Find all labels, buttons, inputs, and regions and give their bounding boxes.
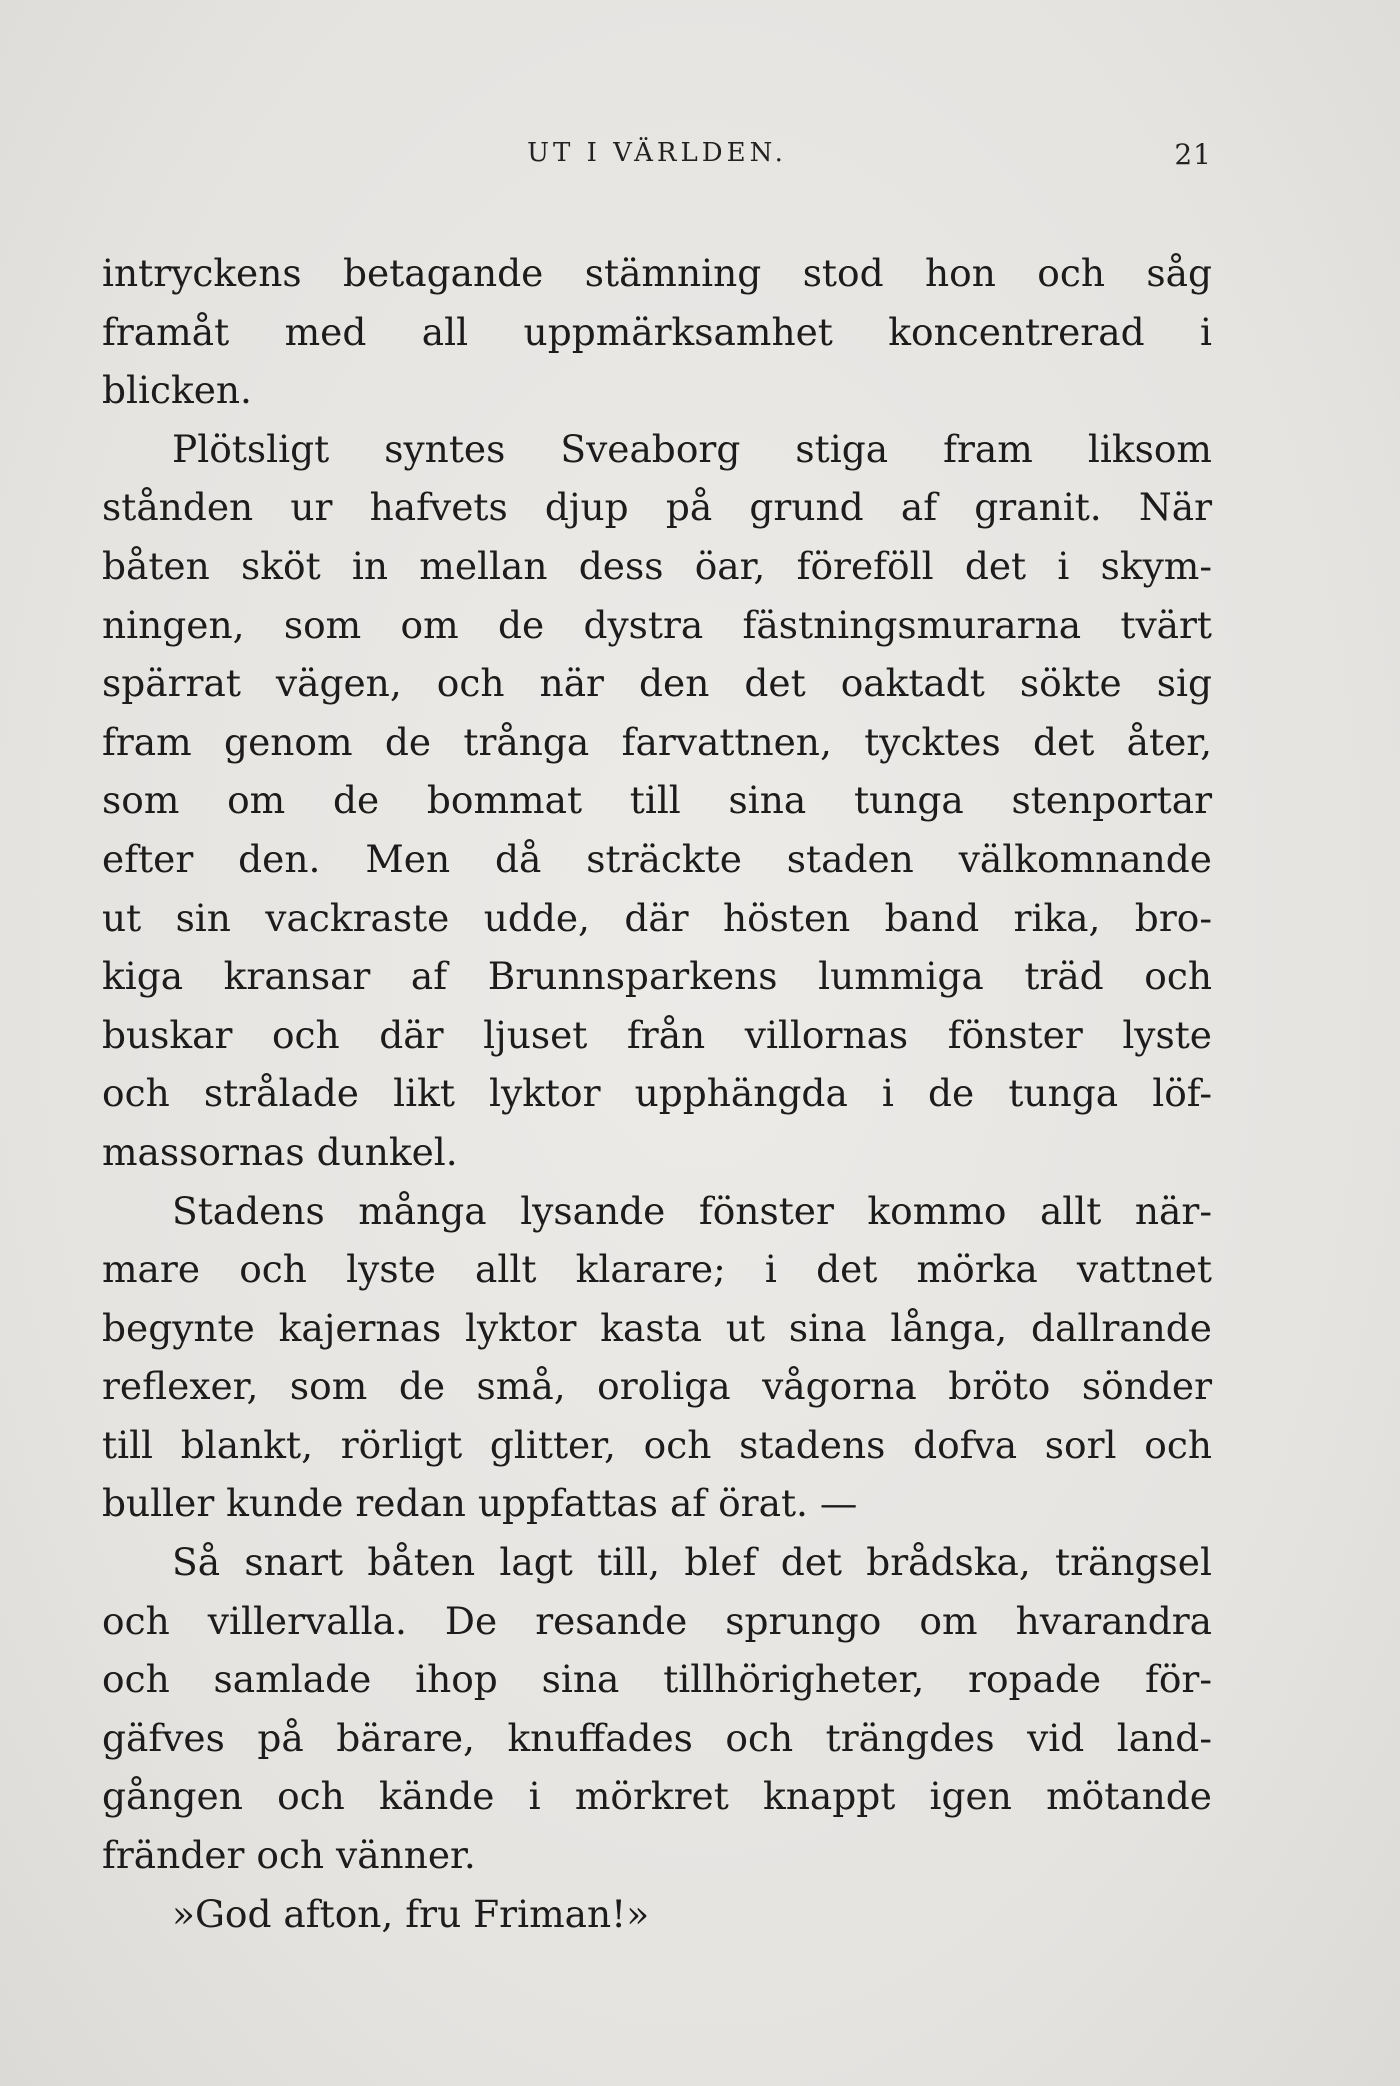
text-line: begynte kajernas lyktor kasta ut sina långa, dallrande [102, 1305, 1212, 1350]
running-head [102, 138, 1212, 178]
text-line: buller kunde redan uppfattas af örat. — [102, 1481, 858, 1526]
text-line: till blankt, rörligt glitter, och stadens dofva sorl och [102, 1422, 1212, 1467]
text-line: gången och kände i mörkret knappt igen mötande [102, 1774, 1212, 1819]
text-line: och samlade ihop sina tillhörigheter, ropade för- [102, 1657, 1212, 1702]
text-line: mare och lyste allt klarare; i det mörka vattnet [102, 1247, 1212, 1292]
text-line: massornas dunkel. [102, 1129, 458, 1174]
text-line: fränder och vänner. [102, 1833, 476, 1878]
running-title: UT I VÄRLDEN. [527, 138, 787, 168]
text-line: spärrat vägen, och när den det oaktadt sökte sig [102, 661, 1212, 706]
text-line: efter den. Men då sträckte staden välkomnande [102, 836, 1212, 881]
text-line: buskar och där ljuset från villornas fönster lyste [102, 1012, 1212, 1057]
text-line: framåt med all uppmärksamhet koncentrerad i [102, 309, 1212, 354]
text-line: kiga kransar af Brunnsparkens lummiga träd och [102, 954, 1212, 999]
text-line: båten sköt in mellan dess öar, föreföll det i skym- [102, 543, 1212, 588]
text-line: och villervalla. De resande sprungo om hvarandra [102, 1598, 1212, 1643]
text-line: och strålade likt lyktor upphängda i de tunga löf- [102, 1071, 1212, 1116]
text-line: som om de bommat till sina tunga stenportar [102, 778, 1212, 823]
text-line: stånden ur hafvets djup på grund af granit. När [102, 485, 1212, 530]
text-line: Plötsligt syntes Sveaborg stiga fram liksom [172, 426, 1212, 471]
page-number: 21 [1174, 138, 1212, 171]
text-line: gäfves på bärare, knuffades och trängdes vid land- [102, 1715, 1212, 1760]
text-line: blicken. [102, 368, 252, 413]
text-line: reflexer, som de små, oroliga vågorna bröto sönder [102, 1364, 1212, 1409]
body-text [102, 244, 1212, 1943]
text-line: »God afton, fru Friman!» [172, 1891, 650, 1936]
text-line: intryckens betagande stämning stod hon och såg [102, 251, 1212, 295]
text-line: Så snart båten lagt till, blef det brådska, trängsel [172, 1540, 1212, 1585]
text-line: fram genom de trånga farvattnen, tycktes det åter, [102, 719, 1212, 764]
text-line: ningen, som om de dystra fästningsmurarna tvärt [102, 602, 1212, 647]
text-line: Stadens många lysande fönster kommo allt när- [172, 1188, 1212, 1233]
text-line: ut sin vackraste udde, där hösten band rika, bro- [102, 895, 1212, 940]
